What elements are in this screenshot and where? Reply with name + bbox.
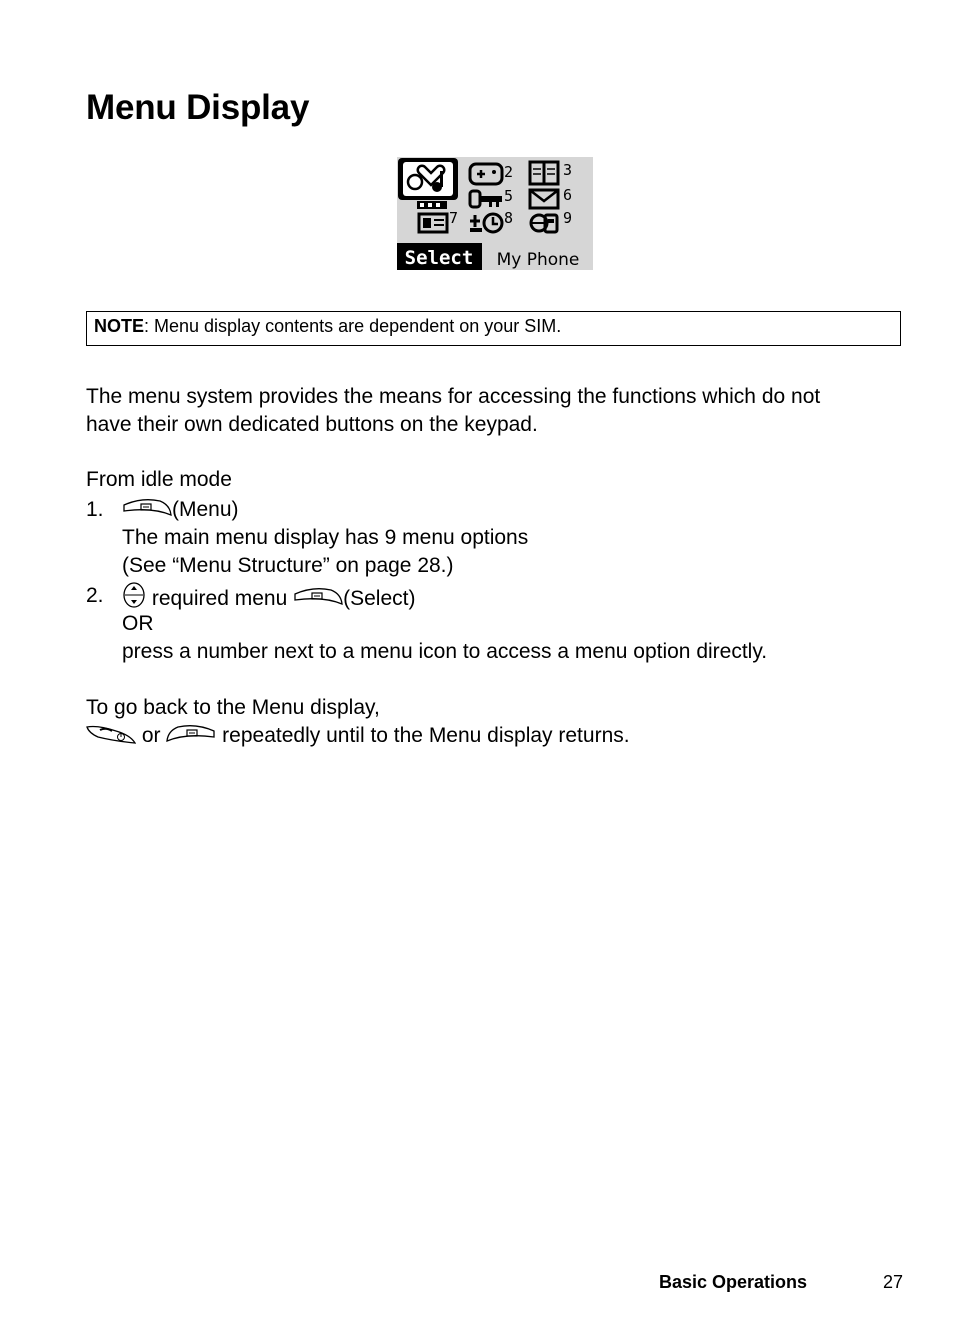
note-text: : Menu display contents are dependent on your SIM. (144, 316, 562, 336)
menu-number-6: 6 (563, 186, 573, 204)
back-line-1: To go back to the Menu display, (86, 696, 380, 719)
step-1-line-2: The main menu display has 9 menu options (122, 526, 529, 549)
navigation-key-icon (122, 582, 146, 608)
intro-line-2: have their own dedicated buttons on the keypad. (86, 413, 538, 436)
back-line-2 (86, 722, 630, 750)
phonebook-icon (530, 162, 558, 184)
softkey-left-label: Select (404, 247, 474, 269)
menu-softkey-icon (122, 497, 172, 519)
step-2-mid: required menu (146, 587, 294, 610)
back-or: or (136, 724, 167, 747)
step-2-or: OR (122, 612, 154, 635)
network-icon (531, 215, 557, 232)
step-1-line-3: (See “Menu Structure” on page 28.) (122, 554, 454, 577)
note-label: NOTE (94, 316, 145, 336)
select-softkey-icon (293, 586, 343, 608)
menu-number-5: 5 (504, 187, 514, 205)
step-1-line-1 (122, 496, 239, 524)
menu-number-2: 2 (504, 163, 514, 181)
page-title: Menu Display (86, 88, 310, 127)
intro-line-1: The menu system provides the means for accessing the functions which do not (86, 385, 821, 408)
step-2-number: 2. (86, 584, 104, 607)
note-box (86, 311, 901, 346)
softkey-right-label: My Phone (496, 250, 580, 270)
alarm-clock-icon (470, 214, 502, 232)
my-stuff-icon (398, 158, 458, 209)
menu-number-3: 3 (563, 161, 573, 179)
end-call-key-icon (86, 723, 136, 745)
menu-number-8: 8 (504, 209, 514, 227)
page-number: 27 (883, 1272, 904, 1292)
footer-section-title: Basic Operations (659, 1272, 808, 1292)
step-1-number: 1. (86, 498, 104, 521)
step-1-label: (Menu) (172, 498, 239, 521)
menu-number-7: 7 (449, 209, 459, 227)
back-rest: repeatedly until to the Menu display returns. (216, 724, 630, 747)
step-2-line-3: press a number next to a menu icon to access a menu option directly. (122, 640, 768, 663)
security-key-icon (470, 191, 502, 207)
step-2-label: (Select) (343, 587, 416, 610)
from-idle-heading: From idle mode (86, 468, 232, 491)
menu-number-9: 9 (563, 209, 573, 227)
games-icon (470, 164, 502, 184)
phone-menu-screen (397, 157, 593, 270)
step-2-line-1 (122, 582, 415, 613)
messages-icon (530, 190, 558, 208)
phone-card-icon (419, 214, 447, 232)
right-softkey-icon (166, 723, 216, 745)
